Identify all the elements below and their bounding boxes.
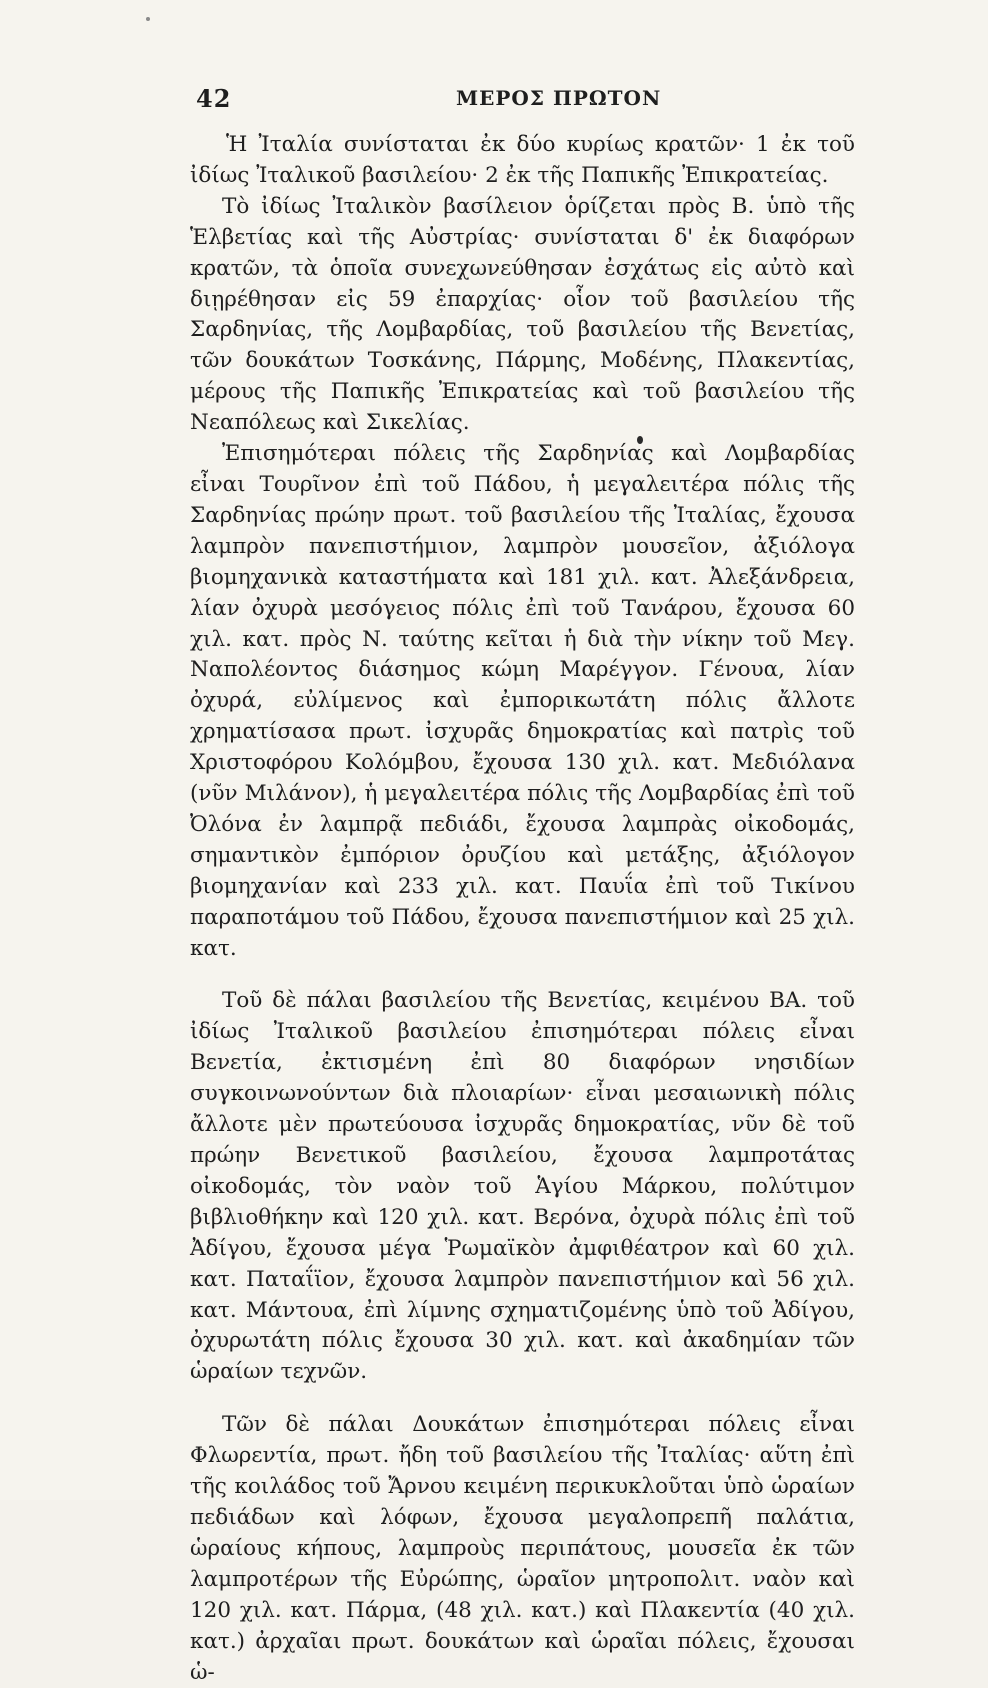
running-title: ΜΕΡΟΣ ΠΡΩΤΟΝ <box>456 86 662 110</box>
stray-ink-mark <box>146 17 150 21</box>
page-number: 42 <box>196 84 232 113</box>
page-header <box>196 84 716 118</box>
page-body <box>190 130 855 1688</box>
paragraph-gap <box>190 964 855 986</box>
paragraph-venetia: Τοῦ δὲ πάλαι βασιλείου τῆς Βενετίας, κειμένου ΒΑ. τοῦ ἰδίως Ἰταλικοῦ βασιλείου ἐπισημότεραι πόλεις εἶναι Βενετία, ἐκτισμένη ἐπὶ 80 διαφόρων νησιδίων συγκοινωνούντων διὰ πλοιαρίων· εἶναι μεσαιωνικὴ πόλις ἄλλοτε μὲν πρωτεύουσα ἰσχυρᾶς δημοκρατίας, νῦν δὲ τοῦ πρώην Βενετικοῦ βασιλείου, ἔχουσα λαμπροτάτας οἰκοδομάς, τὸν ναὸν τοῦ Ἁγίου Μάρκου, πολύτιμον βιβλιοθήκην καὶ 120 χιλ. κατ. Βερόνα, ὀχυρὰ πόλις ἐπὶ τοῦ Ἀδίγου, ἔχουσα μέγα Ῥωμαϊκὸν ἀμφιθέατρον καὶ 60 χιλ. κατ. Παταΐϊον, ἔχουσα λαμπρὸν πανεπιστήμιον καὶ 56 χιλ. κατ. Μάντουα, ἐπὶ λίμνης σχηματιζομένης ὑπὸ τοῦ Ἀδίγου, ὀχυρωτάτη πόλις ἔχουσα 30 χιλ. κατ. καὶ ἀκαδημίαν τῶν ὡραίων τεχνῶν. <box>190 988 855 1385</box>
paragraph-duchies: Τῶν δὲ πάλαι Δουκάτων ἐπισημότεραι πόλεις εἶναι Φλωρεντία, πρωτ. ἤδη τοῦ βασιλείου τῆς Ἰταλίας· αὕτη ἐπὶ τῆς κοιλάδος τοῦ Ἄρνου κειμένη περικυκλοῦται ὑπὸ ὡραίων πεδιάδων καὶ λόφων, ἔχουσα μεγαλοπρεπῆ παλάτια, ὡραίους κήπους, λαμπροὺς περιπάτους, μουσεῖα ἐκ τῶν λαμπροτέρων τῆς Εὐρώπης, ὡραῖον μητροπολιτ. ναὸν καὶ 120 χιλ. κατ. Πάρμα, (48 χιλ. κατ.) καὶ Πλακεντία (40 χιλ. κατ.) ἀρχαῖαι πρωτ. δουκάτων καὶ ὡραῖαι πόλεις, ἔχουσαι ὡ- <box>190 1412 855 1685</box>
paragraph-intro: Ἡ Ἰταλία συνίσταται ἐκ δύο κυρίως κρατῶν· 1 ἐκ τοῦ ἰδίως Ἰταλικοῦ βασιλείου· 2 ἐκ τῆς Παπικῆς Ἐπικρατείας. <box>190 132 855 188</box>
paragraph-gap <box>190 1388 855 1410</box>
paragraph-kingdom: Τὸ ἰδίως Ἰταλικὸν βασίλειον ὁρίζεται πρὸς Β. ὑπὸ τῆς Ἑλβετίας καὶ τῆς Αὐστρίας· συνίσταται δ' ἐκ διαφόρων κρατῶν, τὰ ὁποῖα συνεχωνεύθησαν ἐσχάτως εἰς αὐτὸ καὶ διῃρέθησαν εἰς 59 ἐπαρχίας· οἷον τοῦ βασιλείου τῆς Σαρδηνίας, τῆς Λομβαρδίας, τοῦ βασιλείου τῆς Βενετίας, τῶν δουκάτων Τοσκάνης, Πάρμης, Μοδένης, Πλακεντίας, μέρους τῆς Παπικῆς Ἐπικρατείας καὶ τοῦ βασιλείου τῆς Νεαπόλεως καὶ Σικελίας. <box>190 193 855 436</box>
paragraph-sardinia-lombardy: Ἐπισημότεραι πόλεις τῆς Σαρδηνίας καὶ Λομβαρδίας εἶναι Τουρῖνον ἐπὶ τοῦ Πάδου, ἡ μεγαλειτέρα πόλις τῆς Σαρδηνίας πρώην πρωτ. τοῦ βασιλείου τῆς Ἰταλίας, ἔχουσα λαμπρὸν πανεπιστήμιον, λαμπρὸν μουσεῖον, ἀξιόλογα βιομηχανικὰ καταστήματα καὶ 181 χιλ. κατ. Ἀλεξάνδρεια, λίαν ὀχυρὰ μεσόγειος πόλις ἐπὶ τοῦ Τανάρου, ἔχουσα 60 χιλ. κατ. πρὸς Ν. ταύτης κεῖται ἡ διὰ τὴν νίκην τοῦ Μεγ. Ναπολέοντος διάσημος κώμη Μαρέγγον. Γένουα, λίαν ὀχυρά, εὐλίμενος καὶ ἐμπορικωτάτη πόλις ἄλλοτε χρηματίσασα πρωτ. ἰσχυρᾶς δημοκρατίας καὶ πατρὶς τοῦ Χριστοφόρου Κολόμβου, ἔχουσα 130 χιλ. κατ. Μεδιόλανα (νῦν Μιλάνον), ἡ μεγαλειτέρα πόλις τῆς Λομβαρδίας ἐπὶ τοῦ Ὀλόνα ἐν λαμπρᾷ πεδιάδι, ἔχουσα λαμπρὰς οἰκοδομάς, σημαντικὸν ἐμπόριον ὀρυζίου καὶ μετάξης, ἀξιόλογον βιομηχανίαν καὶ 233 χιλ. κατ. Παυΐα ἐπὶ τοῦ Τικίνου παραποτάμου τοῦ Πάδου, ἔχουσα πανεπιστήμιον καὶ 25 χιλ. κατ. <box>190 441 855 961</box>
